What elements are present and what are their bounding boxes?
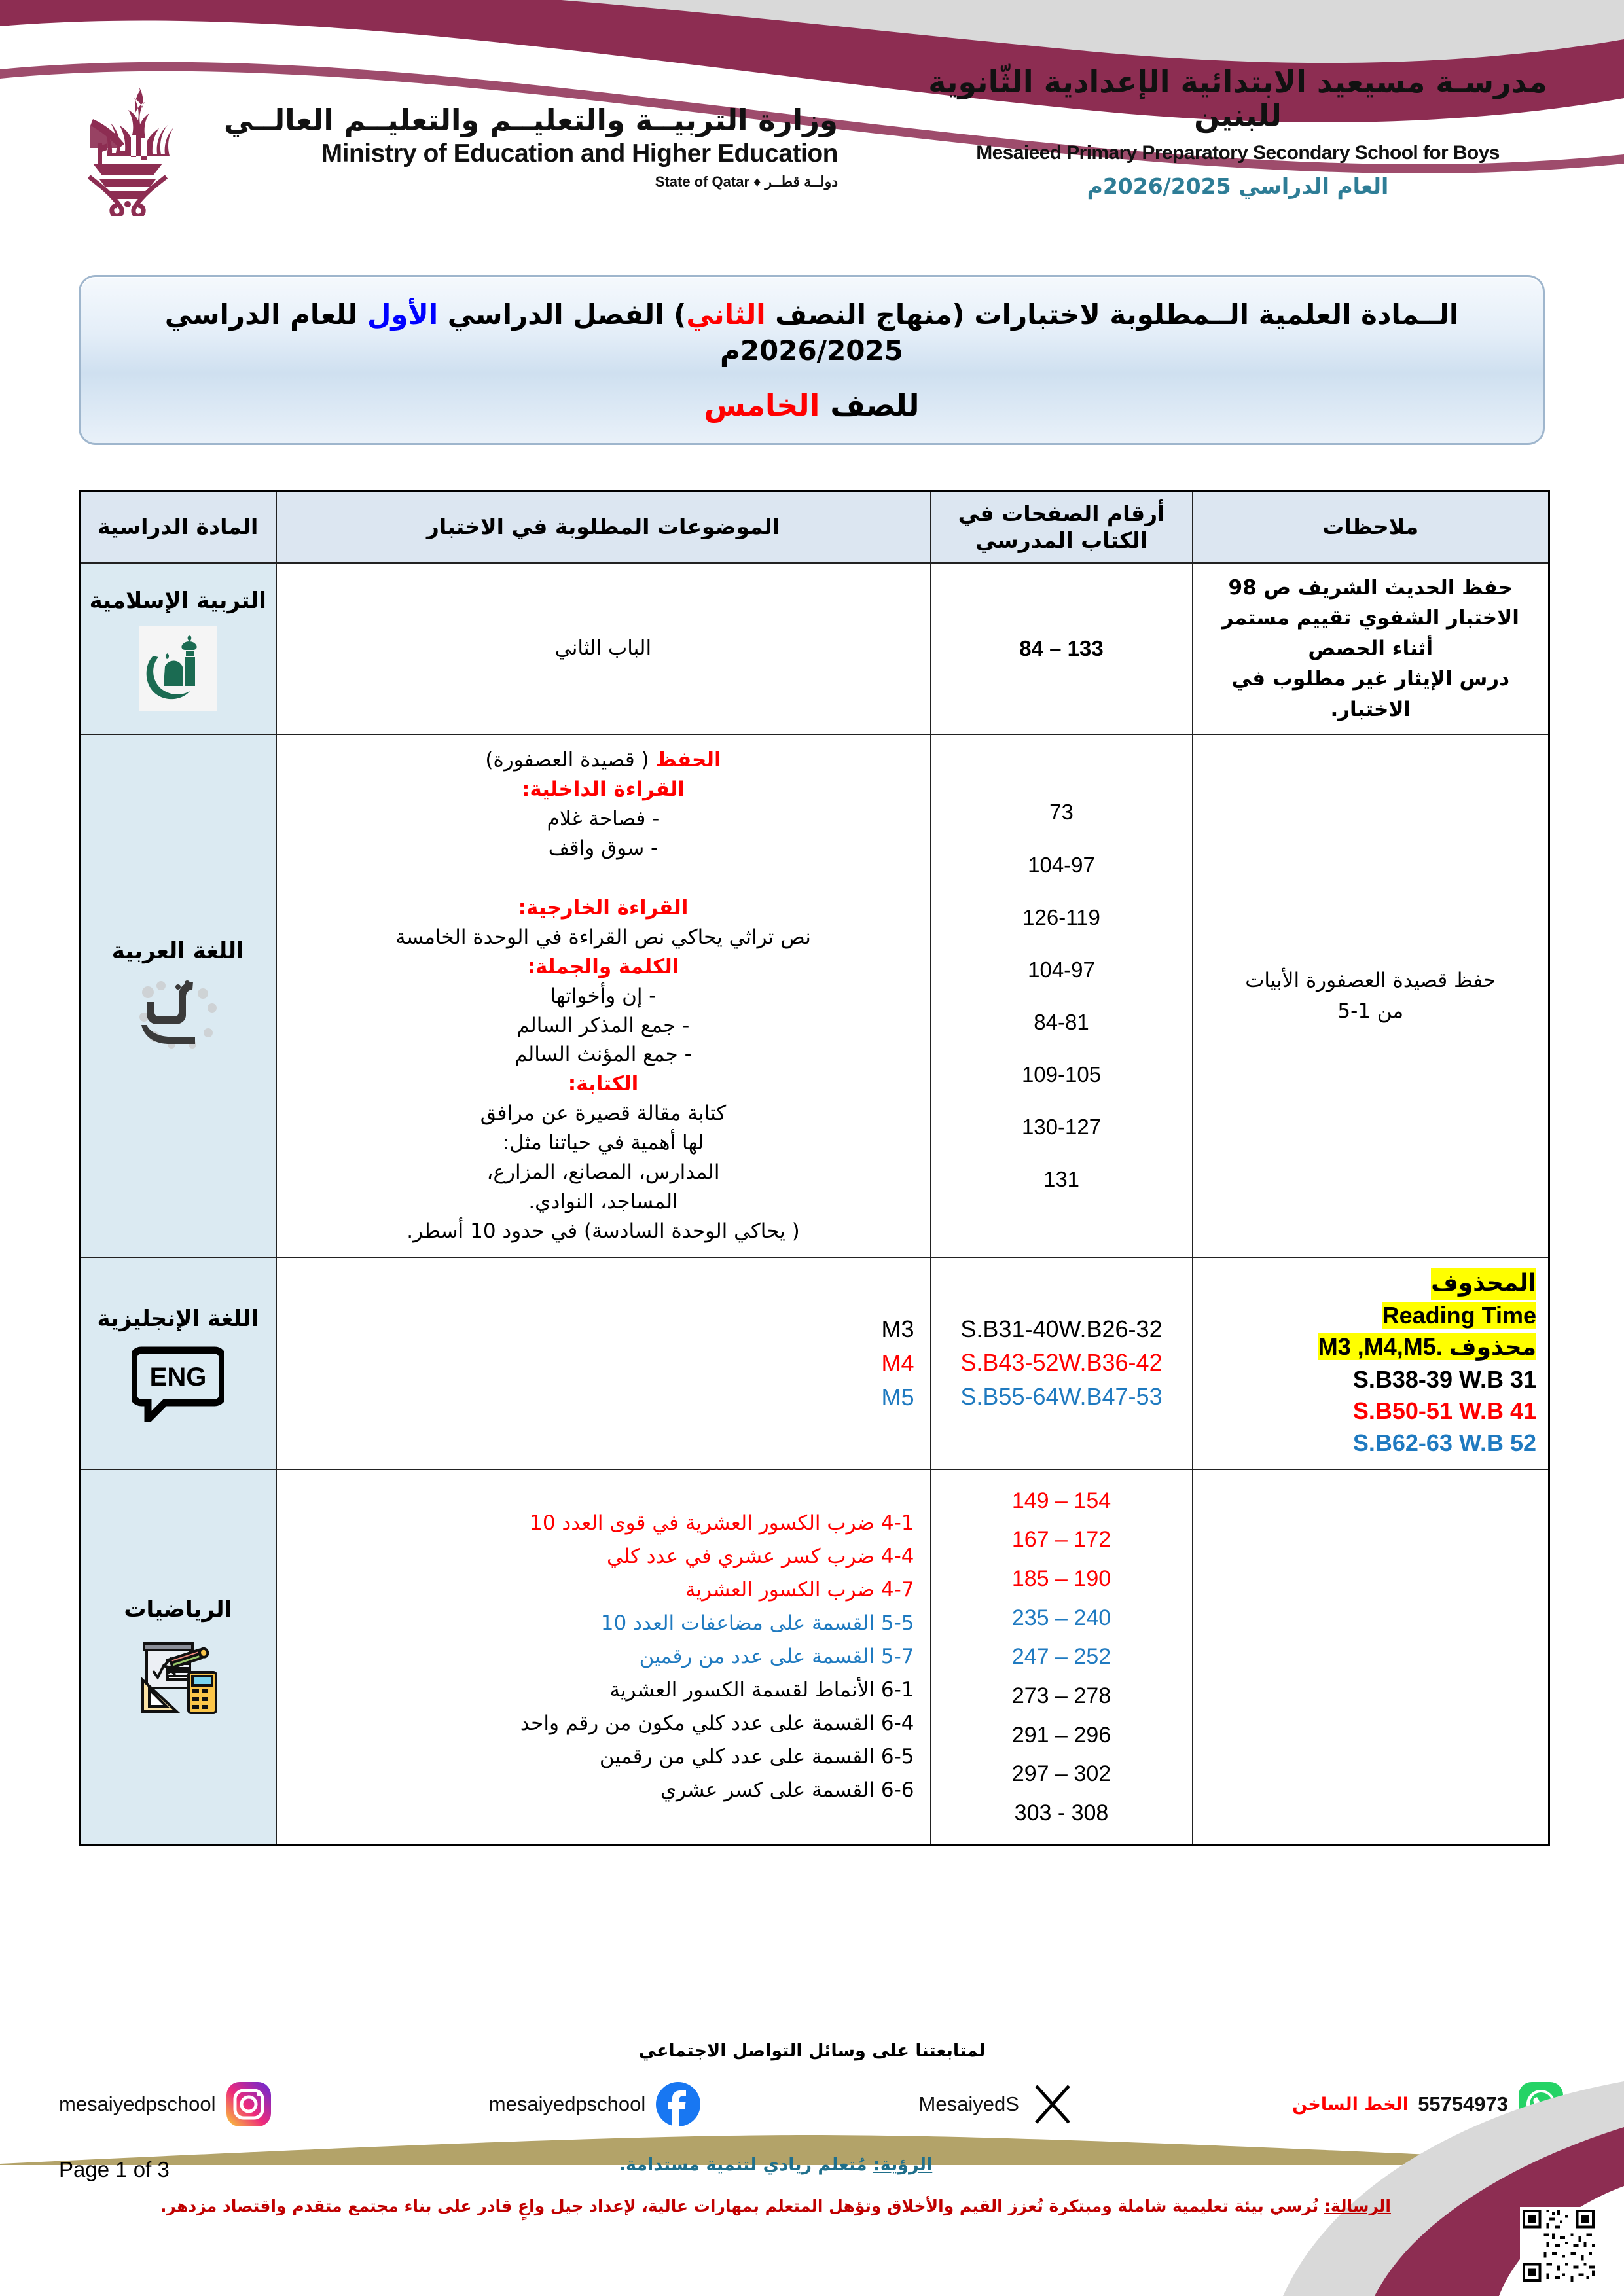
mission-text: نُرسي بيئة تعليمية شاملة ومبتكرة تُعزز القيم والأخلاق وتؤهل المتعلم بمهارات عالية، لإعداد جيل واعٍ قادر على بناء مجتمع متقدم واقتصاد مزدهر. xyxy=(160,2197,1324,2215)
hotline-number: 55754973 xyxy=(1418,2092,1508,2115)
page-entry: 73 xyxy=(1049,800,1074,825)
topic-item: - جمع المؤنث السالم xyxy=(514,1043,692,1067)
notes-english xyxy=(1193,1257,1549,1469)
topic-item: - فصاحة غلام xyxy=(547,806,660,831)
ministry-name-arabic: وزارة التربيــة والتعليــم والتعليــم العالــي xyxy=(224,102,838,137)
page-title xyxy=(81,297,1543,368)
table-row-english-language xyxy=(80,1257,1549,1469)
topic-heading-writing: الكتابة: xyxy=(568,1072,639,1096)
topic-item: - سوق واقف xyxy=(548,836,659,860)
table-row-arabic-language xyxy=(80,734,1549,1257)
topic-item: 6-5 القسمة على عدد كلي من رقمين xyxy=(599,1745,914,1768)
topic-heading-internal-reading: القراءة الداخلية: xyxy=(521,777,685,801)
vision-statement xyxy=(0,2155,1551,2175)
page-entry: 104-97 xyxy=(1028,852,1095,877)
title-highlight-first-term: الأول xyxy=(367,298,439,331)
page-entry: 130-127 xyxy=(1021,1115,1102,1139)
topic-item: 5-7 القسمة على عدد من رقمين xyxy=(639,1645,914,1669)
title-highlight-second-half: الثاني xyxy=(686,298,766,331)
school-name-english: Mesaieed Primary Preparatory Secondary School for Boys xyxy=(976,142,1500,164)
social-item-instagram[interactable] xyxy=(59,2081,272,2128)
topic-item: نص تراثي يحاكي نص القراءة في الوحدة الخامسة xyxy=(395,925,811,949)
topics-arabic xyxy=(276,734,931,1257)
topic-item: كتابة مقالة قصيرة عن مرافق xyxy=(480,1102,727,1126)
module-entry: M5 xyxy=(881,1383,914,1410)
reading-time-label: Reading Time xyxy=(1382,1301,1536,1329)
mission-statement xyxy=(79,2194,1473,2219)
social-handle: MesaiyedS xyxy=(918,2092,1019,2115)
page-entry: S.B43-52W.B36-42 xyxy=(960,1349,1163,1376)
pages-mathematics xyxy=(931,1469,1193,1846)
pages-arabic xyxy=(931,734,1193,1257)
grade-prefix: للصف xyxy=(820,387,920,423)
topic-item: 6-6 القسمة على كسر عشري xyxy=(660,1778,914,1802)
page-entry: 190 – 185 xyxy=(1011,1566,1111,1591)
math-tools-icon xyxy=(84,1634,272,1719)
subject-label: اللغة الإنجليزية xyxy=(97,1305,259,1332)
topic-item: ( يحاكي الوحدة السادسة) في حدود 10 أسطر. xyxy=(406,1219,800,1244)
svg-text:ENG: ENG xyxy=(149,1362,207,1391)
topics-mathematics xyxy=(276,1469,931,1846)
instagram-icon[interactable] xyxy=(225,2081,272,2128)
subject-english-language xyxy=(80,1257,276,1469)
note-line: حفظ الحديث الشريف ص 98 xyxy=(1228,575,1513,600)
note-line: الاختبار الشفوي تقييم مستمر أثناء الحصص xyxy=(1221,606,1519,660)
topic-value: ( قصيدة العصفورة) xyxy=(485,748,656,772)
school-identity xyxy=(891,65,1585,199)
note-line: حفظ قصيدة العصفورة الأبيات xyxy=(1245,969,1496,992)
page-entry: 278 – 273 xyxy=(1011,1683,1111,1708)
pages-islamic: 133 – 84 xyxy=(931,563,1193,735)
topics-islamic: الباب الثاني xyxy=(276,563,931,735)
vision-label: الرؤية: xyxy=(873,2155,933,2175)
page-entry: 252 – 247 xyxy=(1011,1644,1111,1670)
subject-label: اللغة العربية xyxy=(111,938,244,965)
document-title-box xyxy=(79,275,1545,445)
deleted-label-ar: المحذوف xyxy=(1431,1268,1536,1300)
topic-item: المدارس، المصانع، المزارع، xyxy=(486,1160,720,1185)
page-entry: S.B55-64W.B47-53 xyxy=(960,1383,1163,1410)
mission-label: الرسالة: xyxy=(1324,2197,1391,2215)
grade-line xyxy=(704,387,919,423)
note-line: S.B38-39 W.B 31 xyxy=(1352,1365,1536,1393)
topic-item: - إن وأخواتها xyxy=(550,984,657,1008)
hotline-label: الخط الساخن xyxy=(1292,2094,1409,2115)
page-entry: 308 - 303 xyxy=(1014,1801,1109,1826)
note-line: درس الإيثار غير مطلوب في الاختبار. xyxy=(1231,667,1510,721)
ministry-identity xyxy=(79,79,838,216)
page-entry: 109-105 xyxy=(1021,1062,1102,1087)
note-line: S.B62-63 W.B 52 xyxy=(1352,1429,1536,1456)
topic-label: الحفظ xyxy=(655,748,721,772)
subject-arabic-language xyxy=(80,734,276,1257)
topic-item: 5-5 القسمة على مضاعفات العدد 10 xyxy=(600,1611,914,1636)
topic-item: 6-1 الأنماط لقسمة الكسور العشرية xyxy=(609,1678,914,1702)
column-header-subject: المادة الدراسية xyxy=(80,491,276,563)
topic-memorization xyxy=(293,745,914,775)
note-line: من 1-5 xyxy=(1337,999,1404,1023)
page-entry: 104-97 xyxy=(1028,957,1095,982)
pages-english xyxy=(931,1257,1193,1469)
notes-mathematics xyxy=(1193,1469,1549,1846)
page-entry: 172 – 167 xyxy=(1011,1527,1111,1552)
ministry-name-english: Ministry of Education and Higher Education xyxy=(321,139,838,168)
mosque-icon xyxy=(84,626,272,711)
table-header-row xyxy=(80,491,1549,563)
qr-code[interactable] xyxy=(1520,2207,1597,2284)
topic-heading-external-reading: القراءة الخارجية: xyxy=(518,895,689,920)
page-header xyxy=(0,46,1624,242)
topic-item: 4-4 ضرب كسر عشري في عدد كلي xyxy=(606,1545,914,1569)
spacer xyxy=(293,863,914,893)
school-name-arabic: مدرسـة مسيعيد الابتدائية الإعدادية الثّانوية للبنين xyxy=(928,64,1547,133)
module-entry: M3 xyxy=(881,1315,914,1342)
vision-text: مُتعلم ريادي لتنمية مستدامة. xyxy=(619,2155,873,2175)
page-entry: S.B31-40W.B26-32 xyxy=(960,1315,1163,1342)
social-item-facebook[interactable] xyxy=(489,2081,702,2128)
title-part-3: للعام الدراسي 2026/2025م xyxy=(164,298,903,367)
subject-label: التربية الإسلامية xyxy=(89,587,266,614)
column-header-topics: الموضوعات المطلوبة في الاختبار xyxy=(276,491,931,563)
page-entry: 302 – 297 xyxy=(1011,1761,1111,1787)
social-handle: mesaiyedpschool xyxy=(59,2092,216,2115)
page-entry: 131 xyxy=(1043,1167,1080,1192)
page-entry: 154 – 149 xyxy=(1011,1488,1111,1513)
academic-year: العام الدراسي 2026/2025م xyxy=(1087,173,1389,200)
topic-heading-word-sentence: الكلمة والجملة: xyxy=(527,954,679,978)
column-header-notes: ملاحظات xyxy=(1193,491,1549,563)
subject-mathematics xyxy=(80,1469,276,1846)
state-of-qatar-label: دولــة قطــر ♦ State of Qatar xyxy=(655,173,838,190)
curriculum-table xyxy=(79,490,1550,1846)
topic-item: 4-1 ضرب الكسور العشرية في قوى العدد 10 xyxy=(530,1511,914,1535)
note-line: S.B50-51 W.B 41 xyxy=(1352,1397,1536,1425)
grade-value: الخامس xyxy=(704,387,820,423)
title-part-2: ) الفصل الدراسي xyxy=(438,298,687,331)
subject-islamic-education xyxy=(80,563,276,735)
qatar-emblem-icon xyxy=(79,79,177,216)
topic-item: المساجد، النوادي. xyxy=(528,1190,678,1214)
notes-islamic xyxy=(1193,563,1549,735)
notes-arabic xyxy=(1193,734,1549,1257)
topic-item: 6-4 القسمة على عدد كلي مكون من رقم واحد xyxy=(520,1712,914,1736)
page-number: Page 1 of 3 xyxy=(59,2157,170,2181)
eng-speech-bubble-icon xyxy=(84,1344,272,1422)
topic-item: لها أهمية في حياتنا مثل: xyxy=(502,1131,704,1155)
deleted-label-ar-2: محذوف xyxy=(1449,1334,1536,1361)
page-entry: 240 – 235 xyxy=(1011,1605,1111,1630)
subject-label: الرياضيات xyxy=(124,1596,232,1623)
title-part-1: الــمادة العلمية الــمطلوبة لاختبارات (منهاج النصف xyxy=(765,298,1459,331)
deleted-modules-label xyxy=(1318,1333,1536,1360)
page-entry: 84-81 xyxy=(1034,1010,1089,1034)
social-follow-title: لمتابعتنا على وسائل التواصل الاجتماعي xyxy=(638,2041,986,2061)
deleted-modules-value: M3 ,M4,M5. xyxy=(1318,1333,1443,1361)
module-entry: M4 xyxy=(881,1349,914,1376)
arabic-daad-icon xyxy=(84,977,272,1055)
topic-item: 4-7 ضرب الكسور العشرية xyxy=(685,1578,914,1602)
topic-item: - جمع المذكر السالم xyxy=(516,1013,690,1037)
page-entry: 296 – 291 xyxy=(1011,1722,1111,1748)
facebook-icon[interactable] xyxy=(655,2081,702,2128)
social-handle: mesaiyedpschool xyxy=(488,2092,646,2115)
topics-english xyxy=(276,1257,931,1469)
table-row-islamic-education xyxy=(80,563,1549,735)
table-row-mathematics xyxy=(80,1469,1549,1846)
column-header-pages: أرقام الصفحات في الكتاب المدرسي xyxy=(931,491,1193,563)
page-entry: 126-119 xyxy=(1022,905,1100,929)
